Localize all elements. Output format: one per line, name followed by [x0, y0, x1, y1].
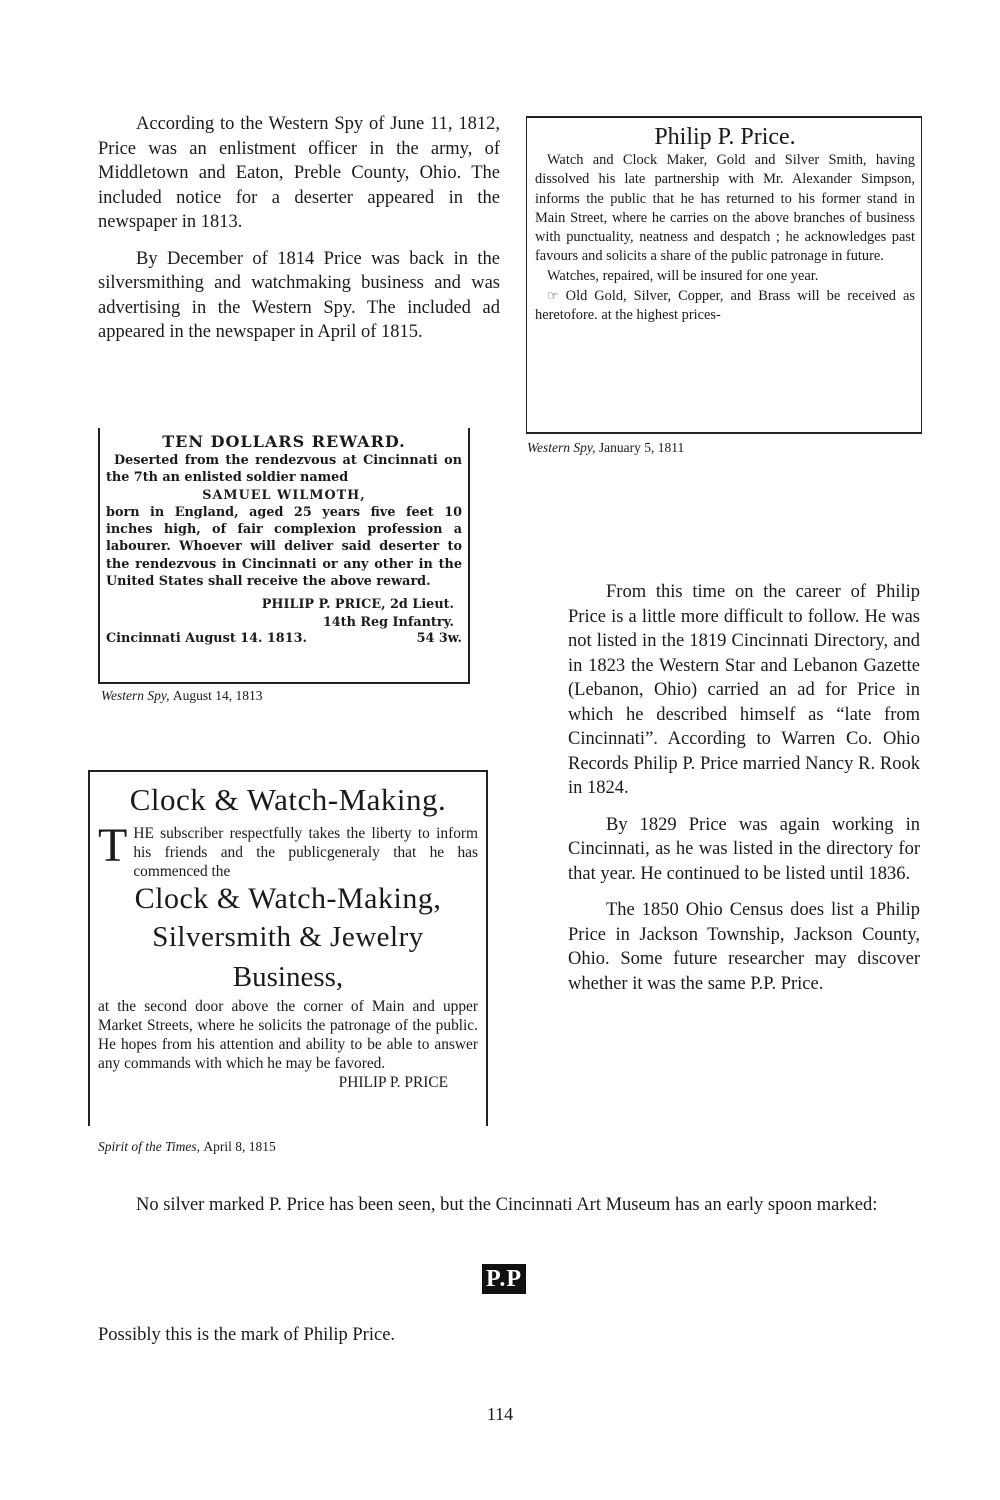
paragraph: The 1850 Ohio Census does list a Philip Price in Jackson Township, Jackson County, Ohio. Some future researcher may discover whether it was the same P.P. Price. [568, 900, 920, 994]
ad-heading: TEN DOLLARS REWARD. [162, 432, 406, 451]
ad-line: Clock & Watch-Making, [134, 882, 442, 915]
ad-text: Watches, repaired, will be insured for one year. [547, 267, 819, 284]
caption-date: April 8, 1815 [203, 1139, 276, 1154]
advertisement-clock [88, 770, 488, 1126]
caption-date: January 5, 1811 [598, 440, 685, 455]
ad-text: born in England, aged 25 years five feet 10 inches high, of fair complexion profession a labourer. Whoever will deliver said deserter to the rendezvous in Cincinnati or any other in the United States shall receive the above reward. [106, 504, 462, 590]
ad-signature: PHILIP P. PRICE, 2d Lieut. [261, 597, 454, 613]
caption [101, 688, 263, 704]
caption-source: Western Spy, [527, 440, 596, 455]
paragraph: By 1829 Price was again working in Cincinnati, as he was listed in the directory for that year. He continued to be listed until 1836. [568, 814, 920, 884]
ad-text: Old Gold, Silver, Copper, and Brass will be received as heretofore. at the highest prices- [535, 288, 915, 324]
pointing-hand-icon: ☞ [547, 288, 559, 304]
advertisement-reward [98, 428, 470, 684]
ad-line: Business, [232, 961, 344, 993]
ad-name: SAMUEL WILMOTH, [202, 487, 366, 503]
caption [98, 1139, 276, 1155]
ad-text: Deserted from the rendezvous at Cincinnati on the 7th an enlisted soldier named [106, 453, 462, 486]
ad-text: HE subscriber respectfully takes the liberty to inform his friends and the publicgeneraly that he has commenced the [133, 825, 478, 880]
left-column [98, 112, 500, 345]
caption-source: Western Spy, [101, 688, 170, 703]
paragraph: From this time on the career of Philip Price is a little more difficult to follow. He was not listed in the 1819 Cincinnati Directory, and in 1823 the Western Star and Lebanon Gazette (Lebanon, Ohio) carried an ad for Price in which he described himself as “late from Cincinnati”. According to Warren Co. Ohio Records Philip P. Price married Nancy R. Rook in 1824. [568, 582, 920, 798]
maker-mark: P.P [482, 1264, 526, 1294]
ad-heading: Philip P. Price. [654, 124, 796, 150]
ad-heading: Clock & Watch-Making. [129, 782, 447, 817]
paragraph: By December of 1814 Price was back in the silversmithing and watchmaking business and was advertising in the Western Spy. The included ad appeared in the newspaper in April of 1815. [98, 248, 500, 342]
bottom-paragraph [98, 1193, 930, 1218]
bottom-paragraph [98, 1323, 930, 1348]
ad-line: Silversmith & Jewelry [152, 921, 424, 953]
advertisement-price [526, 116, 922, 434]
drop-cap: T [98, 819, 128, 872]
caption-source: Spirit of the Times, [98, 1139, 201, 1154]
ad-text: at the second door above the corner of Main and upper Market Streets, where he solicits the patronage of the public. He hopes from his attention and ability to be able to answer any commands with which he may be favored. [98, 998, 478, 1072]
ad-regiment: 14th Reg Infantry. [322, 614, 454, 630]
right-column [568, 580, 920, 996]
ad-issue: 54 3w. [416, 630, 462, 646]
paragraph: No silver marked P. Price has been seen, but the Cincinnati Art Museum has an early spoon marked: [136, 1195, 878, 1215]
ad-text: Watch and Clock Maker, Gold and Silver Smith, having dissolved his late partnership with Mr. Alexander Simpson, informs the public that he has returned to his former stand in Main Street, where he carries on the above branches of business with punctuality, neatness and despatch ; he acknowledges past favours and solicits a share of the public patronage in future. [535, 152, 915, 265]
caption [527, 440, 684, 456]
page-number: 114 [486, 1404, 514, 1424]
ad-signature: PHILIP P. PRICE [338, 1074, 448, 1091]
caption-date: August 14, 1813 [172, 688, 263, 703]
ad-place-date: Cincinnati August 14. 1813. [106, 630, 307, 646]
paragraph: Possibly this is the mark of Philip Price. [98, 1325, 396, 1345]
paragraph: According to the Western Spy of June 11, 1812, Price was an enlistment officer in the army, of Middletown and Eaton, Preble County, Ohio. The included notice for a deserter appeared in the newspaper in 1813. [98, 114, 500, 232]
